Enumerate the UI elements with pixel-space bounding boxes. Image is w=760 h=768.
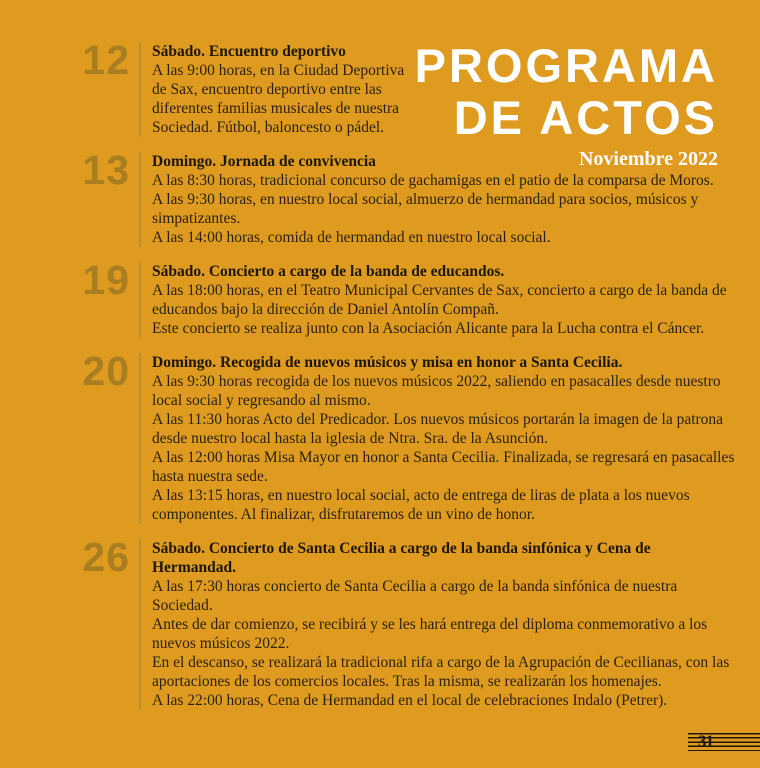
event-day-number: 12 (82, 37, 130, 83)
event-paragraph: A las 22:00 horas, Cena de Hermandad en el local de celebraciones Indalo (Petrer). (152, 692, 668, 709)
event-paragraph: A las 14:00 horas, comida de hermandad en nuestro local social. (152, 229, 551, 246)
page-title-line2: DE ACTOS (453, 91, 718, 144)
event-body (141, 539, 736, 710)
event-paragraph: A las 13:15 horas, en nuestro local social, acto de entrega de liras de plata a los nuevos componentes. Al finalizar, disfrutaremos de un vino de honor. (152, 487, 690, 523)
event-body (141, 262, 736, 338)
event-paragraph: A las 9:00 horas, en la Ciudad Deportiva de Sax, encuentro deportivo entre las diferentes familias musicales de nuestra Sociedad. Fútbol, baloncesto o pádel. (152, 62, 405, 136)
event-paragraph: A las 9:30 horas, en nuestro local social, almuerzo de hermandad para socios, músicos y simpatizantes. (152, 191, 699, 227)
event-day-number: 19 (82, 257, 130, 303)
event-day-26 (64, 534, 736, 710)
event-day-19 (64, 257, 736, 338)
event-body (141, 353, 736, 524)
musical-staff-decoration (688, 733, 760, 751)
event-paragraph: A las 18:00 horas, en el Teatro Municipal Cervantes de Sax, concierto a cargo de la banda de educandos bajo la dirección de Daniel Antolín Compañ. (152, 282, 727, 318)
page-title-line1: PROGRAMA (414, 39, 718, 92)
event-heading: Domingo. Recogida de nuevos músicos y misa en honor a Santa Cecilia. (152, 354, 623, 371)
event-day-20 (64, 348, 736, 524)
event-heading: Domingo. Jornada de convivencia (152, 153, 376, 170)
event-paragraph: Antes de dar comienzo, se recibirá y se les hará entrega del diploma conmemorativo a los nuevos músicos 2022. (152, 616, 708, 652)
event-heading: Sábado. Encuentro deportivo (152, 43, 346, 60)
event-paragraph: A las 9:30 horas recogida de los nuevos músicos 2022, saliendo en pasacalles desde nuestro local social y regresando al mismo. (152, 373, 721, 409)
event-paragraph: A las 17:30 horas concierto de Santa Cecilia a cargo de la banda sinfónica de nuestra Sociedad. (152, 578, 678, 614)
event-day-number: 20 (82, 348, 130, 394)
page-number: 31 (698, 731, 713, 751)
event-day-number: 26 (82, 534, 130, 580)
event-body (141, 42, 406, 137)
event-heading: Sábado. Concierto a cargo de la banda de educandos. (152, 263, 505, 280)
event-paragraph: A las 8:30 horas, tradicional concurso de gachamigas en el patio de la comparsa de Moros. (152, 172, 714, 189)
event-paragraph: En el descanso, se realizará la tradicional rifa a cargo de la Agrupación de Cecilianas, con las aportaciones de los comercios locales. Tras la misma, se realizarán los homenajes. (152, 654, 730, 690)
event-paragraph: A las 11:30 horas Acto del Predicador. Los nuevos músicos portarán la imagen de la patrona desde nuestro local hasta la iglesia de Ntra. Sra. de la Asunción. (152, 411, 724, 447)
page-title-block (415, 40, 718, 170)
event-paragraph: Este concierto se realiza junto con la Asociación Alicante para la Lucha contra el Cáncer. (152, 320, 705, 337)
event-heading: Sábado. Concierto de Santa Cecilia a cargo de la banda sinfónica y Cena de Hermandad. (152, 540, 651, 576)
event-paragraph: A las 12:00 horas Misa Mayor en honor a Santa Cecilia. Finalizada, se regresará en pasacalles hasta nuestra sede. (152, 449, 735, 485)
event-day-number: 13 (82, 147, 130, 193)
page-title-month: Noviembre 2022 (578, 148, 718, 170)
